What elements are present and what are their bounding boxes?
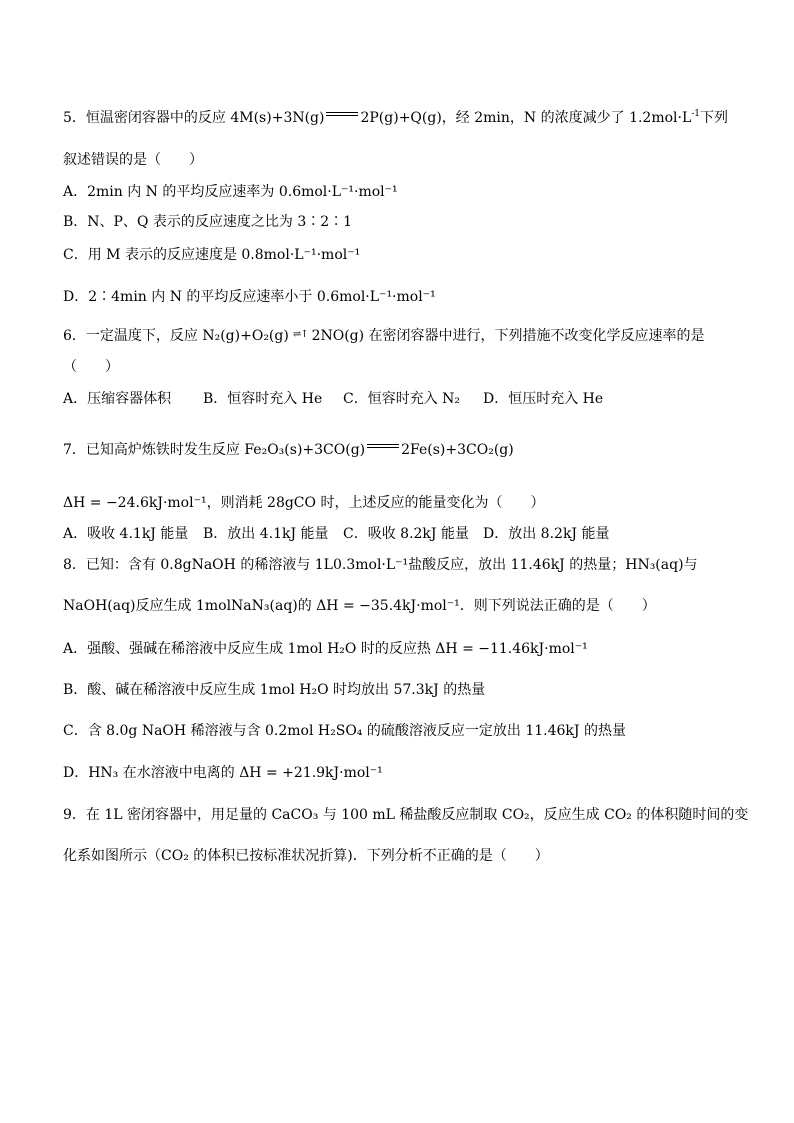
equals-arrow-icon — [326, 110, 358, 120]
q8-option-a: A．强酸、强碱在稀溶液中反应生成 1mol H₂O 时的反应热 ΔH = −11.46kJ·mol⁻¹ — [63, 641, 588, 657]
q7-option-b: B．放出 4.1kJ 能量 — [203, 526, 329, 542]
q8-stem-line2: NaOH(aq)反应生成 1molNaN₃(aq)的 ΔH = −35.4kJ·mol⁻¹．则下列说法正确的是（ ） — [63, 598, 656, 614]
q7-stem-line2: ΔH = −24.6kJ·mol⁻¹，则消耗 28gCO 时，上述反应的能量变化为（ ） — [63, 495, 545, 511]
q6-stem-part-a: 6．一定温度下，反应 N₂(g)+O₂(g) — [63, 328, 289, 344]
q7-option-c: C．吸收 8.2kJ 能量 — [343, 526, 469, 542]
q9-stem-line1: 9．在 1L 密闭容器中，用足量的 CaCO₃ 与 100 mL 稀盐酸反应制取 CO₂，反应生成 CO₂ 的体积随时间的变 — [63, 807, 749, 823]
q5-stem-superscript: -1 — [691, 109, 701, 119]
q5-stem-line2: 叙述错误的是（ ） — [63, 152, 203, 168]
q6-option-a: A．压缩容器体积 — [63, 391, 172, 407]
q5-stem-part-b: 2P(g)+Q(g)，经 2min，N 的浓度减少了 1.2mol·L — [360, 110, 692, 126]
q8-option-c: C．含 8.0g NaOH 稀溶液与含 0.2mol H₂SO₄ 的硫酸溶液反应一定放出 11.46kJ 的热量 — [63, 723, 626, 739]
q8-option-d: D．HN₃ 在水溶液中电离的 ΔH = +21.9kJ·mol⁻¹ — [63, 765, 383, 781]
q8-option-b: B．酸、碱在稀溶液中反应生成 1mol H₂O 时均放出 57.3kJ 的热量 — [63, 682, 486, 698]
q6-stem-line2: （ ） — [63, 359, 119, 375]
q6-stem-line1 — [63, 325, 705, 346]
q7-option-a: A．吸收 4.1kJ 能量 — [63, 526, 189, 542]
reversible-arrow-icon: ⇌↑ — [292, 329, 308, 340]
q6-option-d: D．恒压时充入 He — [483, 391, 604, 407]
q6-option-b: B．恒容时充入 He — [203, 391, 323, 407]
q8-stem-line1: 8．已知：含有 0.8gNaOH 的稀溶液与 1L0.3mol·L⁻¹盐酸反应，放出 11.46kJ 的热量；HN₃(aq)与 — [63, 557, 698, 573]
q7-stem-line1 — [63, 440, 514, 460]
q6-stem-part-b: 2NO(g) 在密闭容器中进行，下列措施不改变化学反应速率的是 — [311, 328, 705, 344]
q9-stem-line2: 化系如图所示（CO₂ 的体积已按标准状况折算)．下列分析不正确的是（ ） — [63, 848, 549, 864]
q5-option-c: C．用 M 表示的反应速度是 0.8mol·L⁻¹·mol⁻¹ — [63, 247, 361, 263]
q5-stem-line1 — [63, 108, 728, 128]
q5-option-d: D．2∶4min 内 N 的平均反应速率小于 0.6mol·L⁻¹·mol⁻¹ — [63, 289, 436, 305]
q7-option-d: D．放出 8.2kJ 能量 — [483, 526, 610, 542]
q7-stem-part-a: 7．已知高炉炼铁时发生反应 Fe₂O₃(s)+3CO(g) — [63, 442, 366, 458]
q5-stem-part-a: 5．恒温密闭容器中的反应 4M(s)+3N(g) — [63, 110, 325, 126]
q6-option-c: C．恒容时充入 N₂ — [343, 391, 461, 407]
q5-stem-part-c: 下列 — [700, 110, 729, 126]
equals-arrow-icon — [367, 442, 399, 452]
q5-option-a: A．2min 内 N 的平均反应速率为 0.6mol·L⁻¹·mol⁻¹ — [63, 184, 398, 200]
q5-option-b: B．N、P、Q 表示的反应速度之比为 3∶2∶1 — [63, 214, 353, 230]
q7-stem-part-b: 2Fe(s)+3CO₂(g) — [401, 442, 514, 458]
